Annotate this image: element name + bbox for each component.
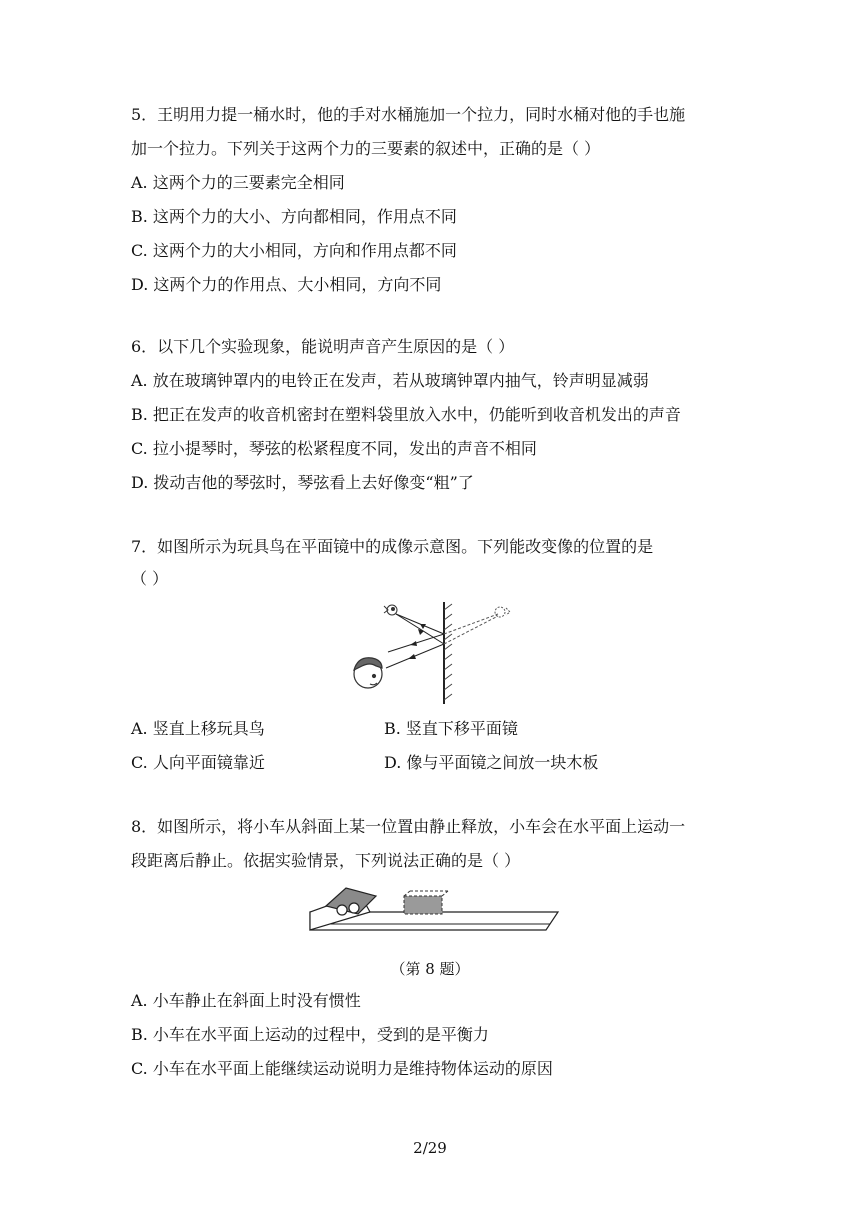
person-head-icon	[354, 658, 382, 688]
toy-bird-icon	[384, 605, 397, 615]
q5-stem-line-1: 5．王明用力提一桶水时，他的手对水桶施加一个拉力，同时水桶对他的手也施	[131, 105, 686, 124]
q8-option-b: B. 小车在水平面上运动的过程中，受到的是平衡力	[131, 1025, 489, 1044]
q6-option-b: B. 把正在发声的收音机密封在塑料袋里放入水中，仍能听到收音机发出的声音	[131, 405, 681, 424]
q7-option-d: D. 像与平面镜之间放一块木板	[384, 753, 599, 772]
cart-at-rest-icon	[404, 891, 448, 914]
bird-image-icon	[495, 607, 510, 617]
q6-option-a: A. 放在玻璃钟罩内的电铃正在发声，若从玻璃钟罩内抽气，铃声明显减弱	[131, 371, 649, 390]
q5-stem-line-2: 加一个拉力。下列关于这两个力的三要素的叙述中，正确的是（ ）	[131, 139, 601, 158]
q8-stem-line-1: 8．如图所示，将小车从斜面上某一位置由静止释放，小车会在水平面上运动一	[131, 817, 686, 836]
page-number: 2/29	[413, 1139, 447, 1157]
q7-option-c: C. 人向平面镜靠近	[131, 753, 265, 772]
q8-option-a: A. 小车静止在斜面上时没有惯性	[131, 991, 361, 1010]
q7-option-b: B. 竖直下移平面镜	[384, 719, 518, 738]
q6-stem: 6．以下几个实验现象，能说明声音产生原因的是（ ）	[131, 337, 515, 356]
q5-option-d: D. 这两个力的作用点、大小相同，方向不同	[131, 275, 442, 294]
q8-stem-line-2: 段距离后静止。依据实验情景，下列说法正确的是（ ）	[131, 851, 521, 870]
q5-option-c: C. 这两个力的大小相同，方向和作用点都不同	[131, 241, 457, 260]
q7-mirror-figure	[340, 596, 520, 708]
q6-option-c: C. 拉小提琴时，琴弦的松紧程度不同，发出的声音不相同	[131, 439, 537, 458]
q5-option-b: B. 这两个力的大小、方向都相同，作用点不同	[131, 207, 457, 226]
q7-option-a: A. 竖直上移玩具鸟	[131, 719, 265, 738]
q7-stem-line-1: 7．如图所示为玩具鸟在平面镜中的成像示意图。下列能改变像的位置的是	[131, 537, 654, 556]
q6-option-d: D. 拨动吉他的琴弦时，琴弦看上去好像变“粗”了	[131, 473, 474, 492]
q8-option-c: C. 小车在水平面上能继续运动说明力是维持物体运动的原因	[131, 1059, 553, 1078]
q7-stem-line-2: （ ）	[131, 569, 169, 588]
q5-option-a: A. 这两个力的三要素完全相同	[131, 173, 345, 192]
q8-figure-caption: （第 8 题）	[390, 960, 470, 978]
q8-cart-ramp-figure	[300, 880, 560, 946]
